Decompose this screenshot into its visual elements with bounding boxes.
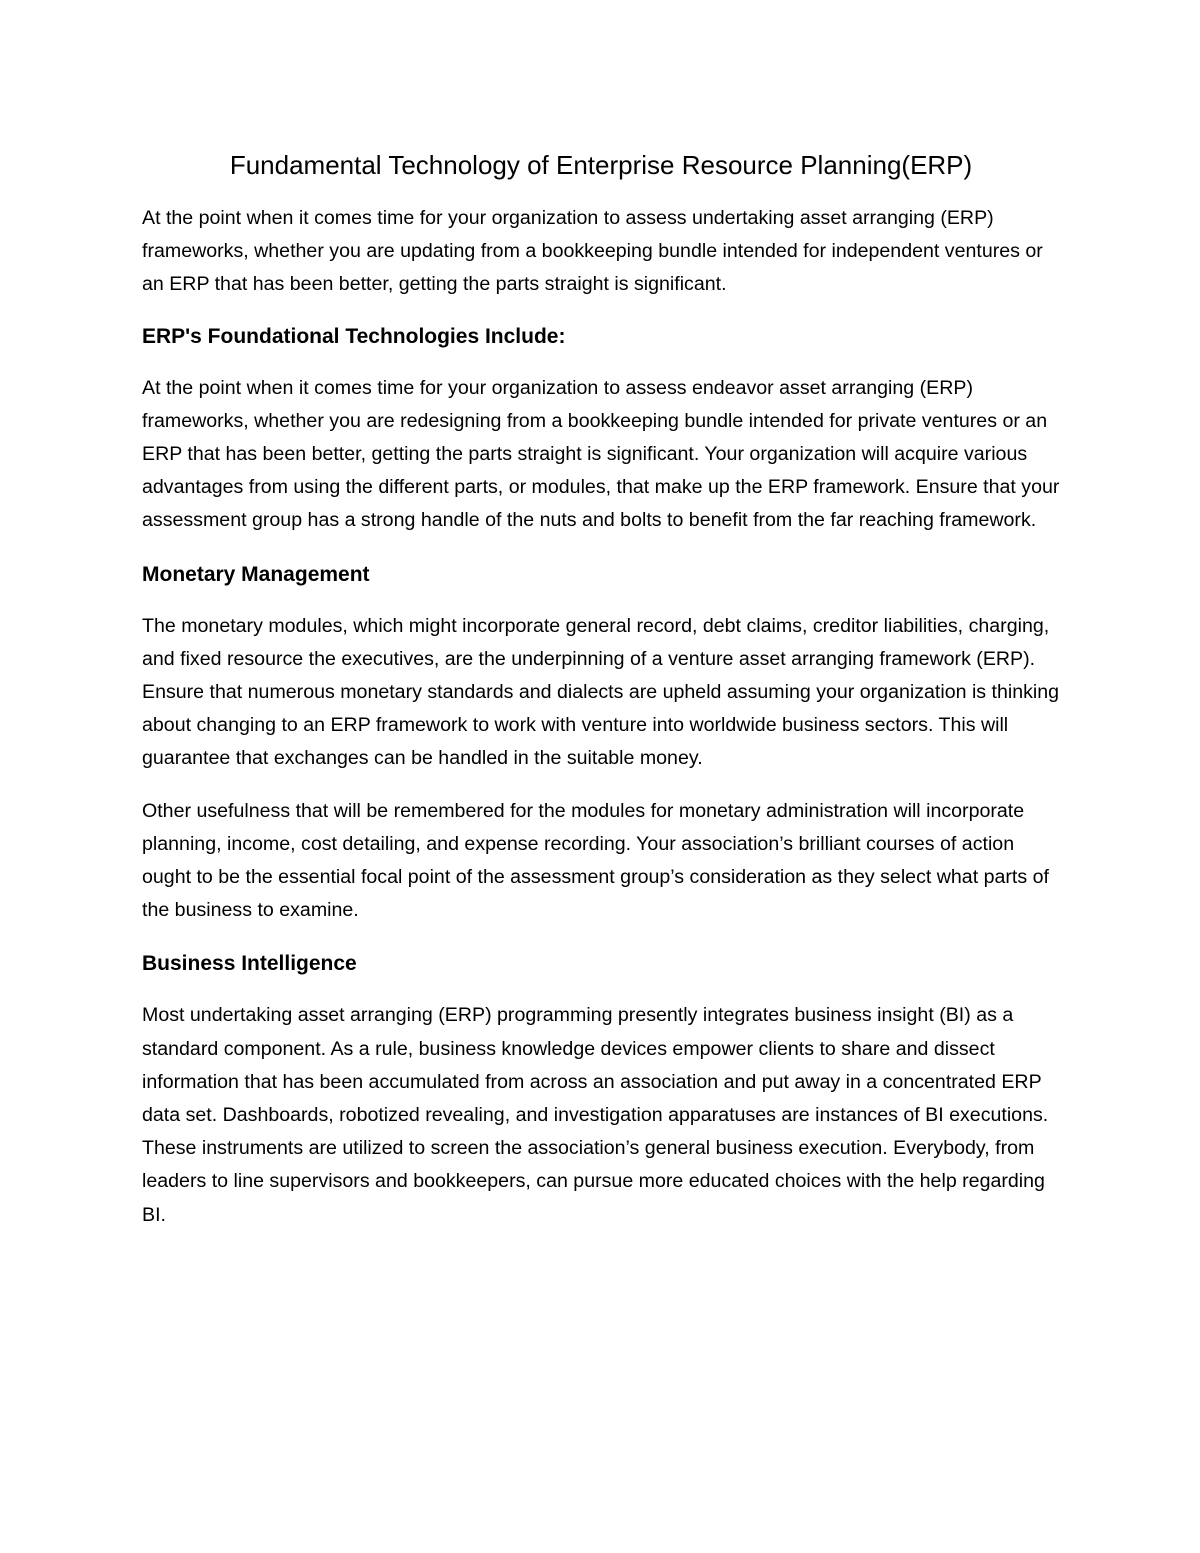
section-paragraph-monetary-2: Other usefulness that will be remembered for the modules for monetary administration will incorporate planning, income, cost detailing, and expense recording. Your association’s brilliant courses of action ought to be the essential focal point of the assessment group’s consideration as they select what parts of the business to examine. bbox=[142, 799, 1049, 922]
section-heading-business-intelligence: Business Intelligence bbox=[142, 952, 357, 976]
section-paragraph-monetary-1: The monetary modules, which might incorporate general record, debt claims, creditor liabilities, charging, and fixed resource the executives, are the underpinning of a venture asset arranging framework (ERP). Ensure that numerous monetary standards and dialects are upheld assuming your organization is thinking about changing to an ERP framework to work with venture into worldwide business sectors. This will guarantee that exchanges can be handled in the suitable money. bbox=[142, 614, 1060, 770]
document-page bbox=[142, 138, 1060, 1232]
section-paragraph-business-intelligence: Most undertaking asset arranging (ERP) programming presently integrates business insight (BI) as a standard component. As a rule, business knowledge devices empower clients to share and dissect information that has been accumulated from across an association and put away in a concentrated ERP data set. Dashboards, robotized revealing, and investigation apparatuses are instances of BI executions. These instruments are utilized to screen the association’s general business execution. Everybody, from leaders to line supervisors and bookkeepers, can pursue more educated choices with the help regarding BI. bbox=[142, 1004, 1049, 1226]
section-paragraph-foundational: At the point when it comes time for your organization to assess endeavor asset arranging (ERP) frameworks, whether you are redesigning from a bookkeeping bundle intended for private ventures or an ERP that has been better, getting the parts straight is significant. Your organization will acquire various advantages from using the different parts, or modules, that make up the ERP framework. Ensure that your assessment group has a strong handle of the nuts and bolts to benefit from the far reaching framework. bbox=[142, 376, 1060, 532]
intro-paragraph: At the point when it comes time for your organization to assess undertaking asset arranging (ERP) frameworks, whether you are updating from a bookkeeping bundle intended for independent ventures or an ERP that has been better, getting the parts straight is significant. bbox=[142, 207, 1043, 296]
section-heading-monetary: Monetary Management bbox=[142, 562, 370, 586]
section-heading-foundational: ERP's Foundational Technologies Include: bbox=[142, 324, 566, 348]
document-title: Fundamental Technology of Enterprise Resource Planning(ERP) bbox=[229, 150, 973, 180]
